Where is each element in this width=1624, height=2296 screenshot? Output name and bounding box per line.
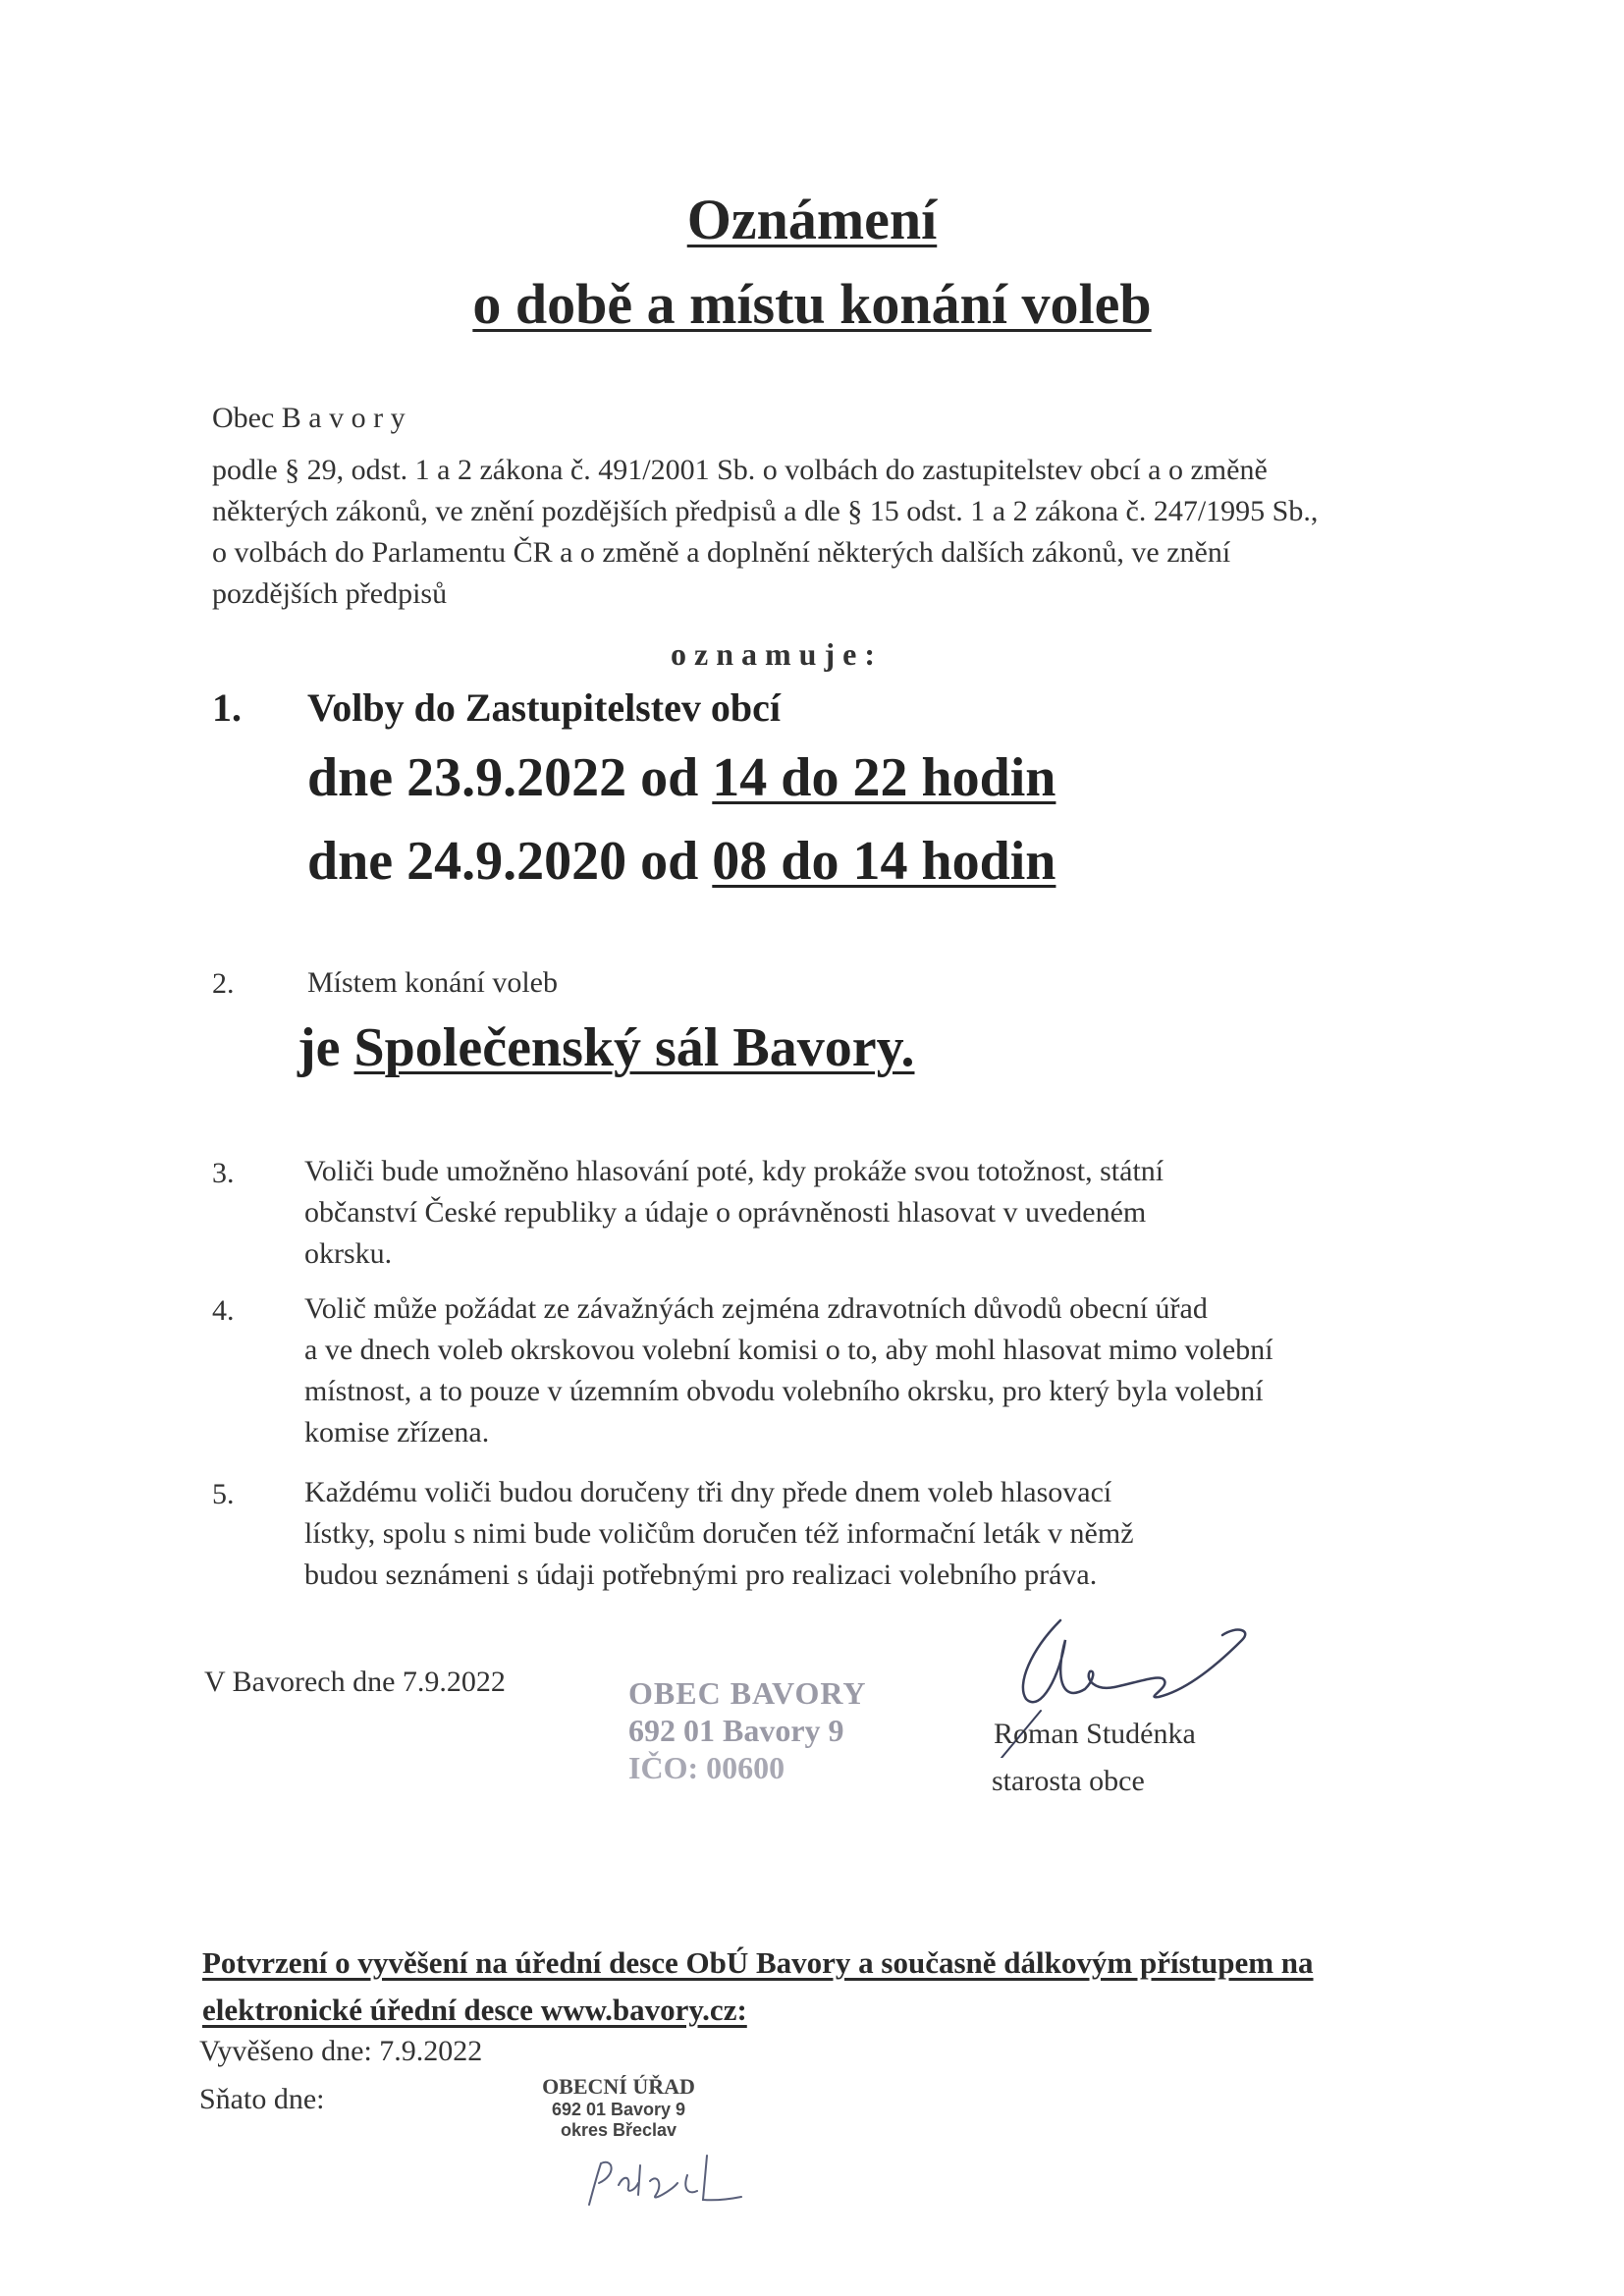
item1-date1 — [307, 746, 1056, 809]
item5-line: budou seznámeni s údaji potřebnými pro realizaci volebního práva. — [304, 1558, 1098, 1591]
office-stamp-line1: OBECNÍ ÚŘAD — [542, 2074, 695, 2099]
stamp-line2: 692 01 Bavory 9 — [628, 1713, 844, 1748]
item1-number: 1. — [212, 685, 242, 730]
item3-text — [304, 1151, 1483, 1275]
place-date: V Bavorech dne 7.9.2022 — [204, 1666, 506, 1698]
footer-title-line2: elektronické úřední desce www.bavory.cz: — [202, 1993, 747, 2027]
intro-line: některých zákonů, ve znění pozdějších předpisů a dle § 15 odst. 1 a 2 zákona č. 247/1995 Sb., — [212, 495, 1319, 527]
office-stamp-line3: okres Břeclav — [560, 2120, 677, 2140]
intro-paragraph — [212, 450, 1489, 615]
intro-line: podle § 29, odst. 1 a 2 zákona č. 491/2001 Sb. o volbách do zastupitelstev obcí a o změně — [212, 454, 1268, 486]
item1-date2 — [307, 830, 1056, 893]
item2-number: 2. — [212, 967, 235, 1000]
item3-number: 3. — [212, 1157, 235, 1189]
place-prefix: je — [298, 1017, 354, 1078]
footer-title-line1: Potvrzení o vyvěšení na úřední desce ObÚ Bavory a současně dálkovým přístupem na — [202, 1945, 1314, 1980]
place-name: Společenský sál Bavory. — [353, 1017, 915, 1078]
vyveseno-value: 7.9.2022 — [379, 2035, 483, 2067]
snato-label: Sňato dne: — [199, 2083, 325, 2115]
vyveseno-label: Vyvěšeno dne: — [199, 2035, 372, 2067]
intro-obec: Obec B a v o r y — [212, 402, 406, 434]
item3-line: občanství České republiky a údaje o oprávněnosti hlasovat v uvedeném — [304, 1196, 1147, 1229]
stamp-line3: IČO: 00600 — [628, 1750, 785, 1785]
page-title: Oznámení — [686, 188, 938, 251]
vyveseno-row — [199, 2031, 482, 2072]
item4-line: komise zřízena. — [304, 1416, 490, 1449]
item5-line: Každému voliči budou doručeny tři dny přede dnem voleb hlasovací — [304, 1476, 1112, 1508]
date1-prefix: dne 23.9.2022 od — [307, 747, 713, 808]
stamp-line1: OBEC BAVORY — [628, 1675, 867, 1711]
office-stamp — [511, 2074, 727, 2141]
item3-line: okrsku. — [304, 1237, 393, 1270]
oznamuje-label: o z n a m u j e : — [671, 636, 875, 672]
item4-line: místnost, a to pouze v územním obvodu volebního okrsku, pro který byla volební — [304, 1375, 1264, 1407]
item2-place — [298, 1016, 914, 1079]
item1-heading: Volby do Zastupitelstev obcí — [307, 685, 781, 730]
obec-stamp — [628, 1674, 866, 1786]
date2-prefix: dne 24.9.2020 od — [307, 831, 713, 892]
intro-line: o volbách do Parlamentu ČR a o změně a doplnění některých dalších zákonů, ve znění — [212, 536, 1231, 569]
item2-text: Místem konání voleb — [307, 966, 558, 999]
signatory-name: Roman Studénka — [994, 1718, 1196, 1750]
signatory-role: starosta obce — [992, 1765, 1145, 1797]
item5-text — [304, 1472, 1532, 1596]
clerk-signature-icon — [579, 2146, 746, 2214]
date2-time: 08 do 14 hodin — [712, 831, 1056, 892]
item5-number: 5. — [212, 1478, 235, 1510]
item5-line: lístky, spolu s nimi bude voličům doručen též informační leták v němž — [304, 1517, 1134, 1550]
item3-line: Voliči bude umožněno hlasování poté, kdy prokáže svou totožnost, státní — [304, 1155, 1164, 1187]
date1-time: 14 do 22 hodin — [712, 747, 1056, 808]
item4-number: 4. — [212, 1294, 235, 1327]
office-stamp-line2: 692 01 Bavory 9 — [551, 2100, 686, 2119]
page-subtitle: o době a místu konání voleb — [472, 272, 1152, 336]
item4-text — [304, 1288, 1532, 1453]
intro-line: pozdějších předpisů — [212, 577, 448, 610]
item4-line: Volič může požádat ze závažnýách zejména zdravotních důvodů obecní úřad — [304, 1292, 1208, 1325]
item4-line: a ve dnech voleb okrskovou volební komisi o to, aby mohl hlasovat mimo volební — [304, 1334, 1273, 1366]
